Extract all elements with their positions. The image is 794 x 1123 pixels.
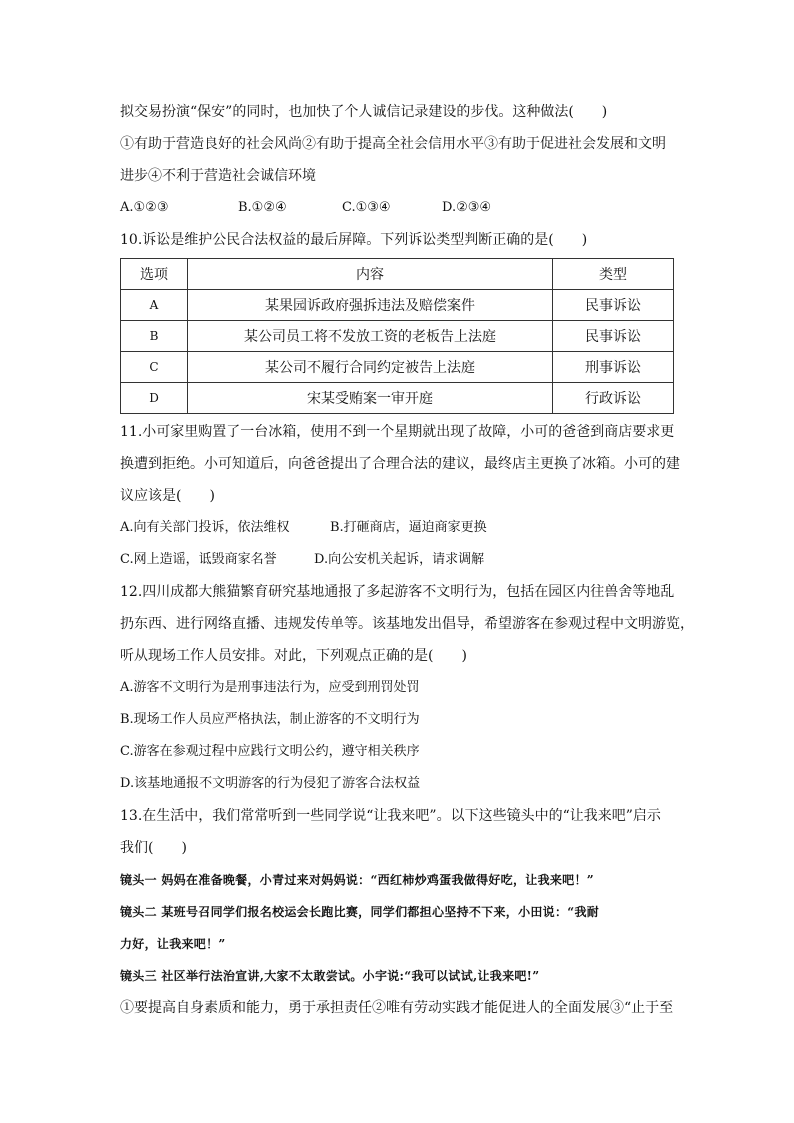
q9-stem-tail: 拟交易扮演“保安”的同时，也加快了个人诚信记录建设的步伐。这种做法( ) <box>120 104 608 120</box>
q13-scene-1: 镜头一 妈妈在准备晚餐，小青过来对妈妈说：“西红柿炒鸡蛋我做得好吃，让我来吧！” <box>120 873 594 887</box>
row-c-option: C <box>121 352 188 383</box>
q9-options <box>120 192 676 224</box>
q12-stem-line-3: 听从现场工作人员安排。对此，下列观点正确的是( ) <box>120 648 467 664</box>
q11-option-b: B.打砸商店，逼迫商家更换 <box>330 520 487 535</box>
q11-stem-line-2: 换遭到拒绝。小可知道后，向爸爸提出了合理合法的建议，最终店主更换了冰箱。小可的建 <box>120 456 680 472</box>
q11-option-a: A.向有关部门投诉，依法维权 <box>120 520 290 535</box>
q11-option-c: C.网上造谣，诋毁商家名誉 <box>120 552 277 567</box>
row-a-option: A <box>121 290 188 321</box>
row-b-content: 某公司员工将不发放工资的老板告上法庭 <box>188 321 553 352</box>
q9-option-b: B.①②④ <box>238 200 287 215</box>
q9-statements-line-2: 进步④不利于营造社会诚信环境 <box>120 168 316 184</box>
header-content: 内容 <box>188 259 553 290</box>
exam-page <box>120 96 694 1024</box>
q11-option-d: D.向公安机关起诉，请求调解 <box>314 552 485 567</box>
q13-scene-2-line-1: 镜头二 某班号召同学们报名校运会长跑比赛，同学们都担心坚持不下来，小田说：“我耐 <box>120 905 600 919</box>
q13-scene-3: 镜头三 社区举行法治宣讲,大家不太敢尝试。小宇说:“我可以试试,让我来吧!” <box>120 969 540 983</box>
row-a-content: 某果园诉政府强拆违法及赔偿案件 <box>188 290 553 321</box>
header-type: 类型 <box>553 259 674 290</box>
q11-stem-line-1: 11.小可家里购置了一台冰箱，使用不到一个星期就出现了故障，小可的爸爸到商店要求更 <box>120 424 675 440</box>
row-b-option: B <box>121 321 188 352</box>
row-c-type: 刑事诉讼 <box>553 352 674 383</box>
q13-stem-line-2: 我们( ) <box>120 840 187 856</box>
q12-option-b: B.现场工作人员应严格执法，制止游客的不文明行为 <box>120 712 420 727</box>
q9-option-d: D.②③④ <box>442 200 492 215</box>
q11-options-row-2 <box>120 544 676 576</box>
table-row <box>121 321 674 352</box>
table-header-row <box>121 259 674 290</box>
table-row <box>121 383 674 414</box>
q10-stem: 10.诉讼是维护公民合法权益的最后屏障。下列诉讼类型判断正确的是( ) <box>120 232 588 248</box>
q11-stem-line-3: 议应该是( ) <box>120 488 215 504</box>
header-option: 选项 <box>121 259 188 290</box>
row-d-type: 行政诉讼 <box>553 383 674 414</box>
q11-options-row-1 <box>120 512 676 544</box>
q13-statements: ①要提高自身素质和能力，勇于承担责任②唯有劳动实践才能促进人的全面发展③“止于至 <box>120 1000 674 1016</box>
q9-statements-line-1: ①有助于营造良好的社会风尚②有助于提高全社会信用水平③有助于促进社会发展和文明 <box>120 136 666 152</box>
q9-option-a: A.①②③ <box>120 200 169 215</box>
q12-option-c: C.游客在参观过程中应践行文明公约，遵守相关秩序 <box>120 744 420 759</box>
q12-option-d: D.该基地通报不文明游客的行为侵犯了游客合法权益 <box>120 776 421 791</box>
q13-stem-line-1: 13.在生活中，我们常常听到一些同学说“让我来吧”。以下这些镜头中的“让我来吧”启示 <box>120 808 661 824</box>
table-row <box>121 352 674 383</box>
q12-stem-line-2: 扔东西、进行网络直播、违规发传单等。该基地发出倡导，希望游客在参观过程中文明游览， <box>120 616 694 632</box>
q12-stem-line-1: 12.四川成都大熊猫繁育研究基地通报了多起游客不文明行为，包括在园区内往兽舍等地乱 <box>120 584 675 600</box>
row-a-type: 民事诉讼 <box>553 290 674 321</box>
row-d-option: D <box>121 383 188 414</box>
q12-option-a: A.游客不文明行为是刑事违法行为，应受到刑罚处罚 <box>120 680 420 695</box>
table-row <box>121 290 674 321</box>
q10-table <box>120 258 674 414</box>
row-d-content: 宋某受贿案一审开庭 <box>188 383 553 414</box>
q9-option-c: C.①③④ <box>342 200 391 215</box>
q13-scene-2-line-2: 力好，让我来吧！” <box>120 937 226 951</box>
row-c-content: 某公司不履行合同约定被告上法庭 <box>188 352 553 383</box>
row-b-type: 民事诉讼 <box>553 321 674 352</box>
